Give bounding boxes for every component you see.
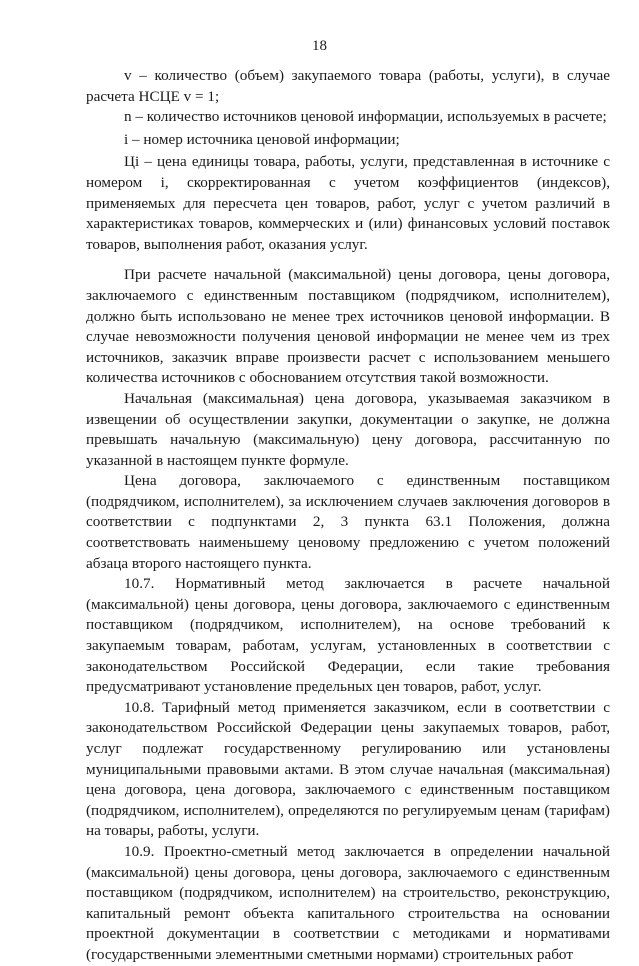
document-body: [86, 66, 610, 966]
paragraph-max-price-limit: Начальная (максимальная) цена договора, указываемая заказчиком в извещении об осуществлении закупки, документации о закупке, не должна превышать начальную (максимальную) цену договора, рассчитанную по указанной в настоящем пункте формуле.: [86, 389, 610, 469]
page-number: 18: [312, 38, 327, 54]
paragraph-n-definition: n – количество источников ценовой информации, используемых в расчете;: [124, 108, 607, 126]
paragraph-v-definition: v – количество (объем) закупаемого товара (работы, услуги), в случае расчета НСЦЕ v = 1;: [86, 67, 610, 105]
paragraph-sources-count: При расчете начальной (максимальной) цены договора, цены договора, заключаемого с единственным поставщиком (подрядчиком, исполнителем), должно быть использовано не менее трех источников ценовой информации. В случае невозможности получения ценовой информации не менее чем из трех источников, заказчик вправе произвести расчет с использованием меньшего количества источников с обоснованием отсутствия такой возможности.: [86, 266, 610, 387]
paragraph-10-9-design-estimate-method: 10.9. Проектно-сметный метод заключается в определении начальной (максимальной) цены договора, цены договора, заключаемого с единственным поставщиком (подрядчиком, исполнителем) на строительство, реконструкцию, капитальный ремонт объекта капитального строительства на основании проектной документации в соответствии с методиками и нормативами (государственными элементными сметными нормами) строительных работ: [86, 842, 610, 963]
paragraph-ci-definition: Цi – цена единицы товара, работы, услуги, представленная в источнике с номером i, скорректированная с учетом коэффициентов (индексов), применяемых для пересчета цен товаров, работ, услуг с учетом различий в характеристиках товаров, коммерческих и (или) финансовых условий поставок товаров, выполнения работ, оказания услуг.: [86, 153, 610, 253]
paragraph-single-supplier-price: Цена договора, заключаемого с единственным поставщиком (подрядчиком, исполнителем), за исключением случаев заключения договоров в соответствии с подпунктами 2, 3 пункта 63.1 Положения, должна соответствовать наименьшему ценовому предложению с учетом положений абзаца второго настоящего пункта.: [86, 472, 610, 572]
paragraph-10-8-tariff-method: 10.8. Тарифный метод применяется заказчиком, если в соответствии с законодательством Российской Федерации цены закупаемых товаров, работ, услуг подлежат государственному регулированию или установлены муниципальными правовыми актами. В этом случае начальная (максимальная) цена договора, цена договора, заключаемого с единственным поставщиком (подрядчиком, исполнителем), определяются по регулируемым ценам (тарифам) на товары, работы, услуги.: [86, 698, 610, 840]
paragraph-10-7-normative-method: 10.7. Нормативный метод заключается в расчете начальной (максимальной) цены договора, цены договора, заключаемого с единственным поставщиком (подрядчиком, исполнителем), на основе требований к закупаемым товарам, работам, услугам, установленных в соответствии с законодательством Российской Федерации, если такие требования предусматривают установление предельных цен товаров, работ, услуг.: [86, 575, 610, 696]
paragraph-i-definition: i – номер источника ценовой информации;: [124, 130, 400, 148]
